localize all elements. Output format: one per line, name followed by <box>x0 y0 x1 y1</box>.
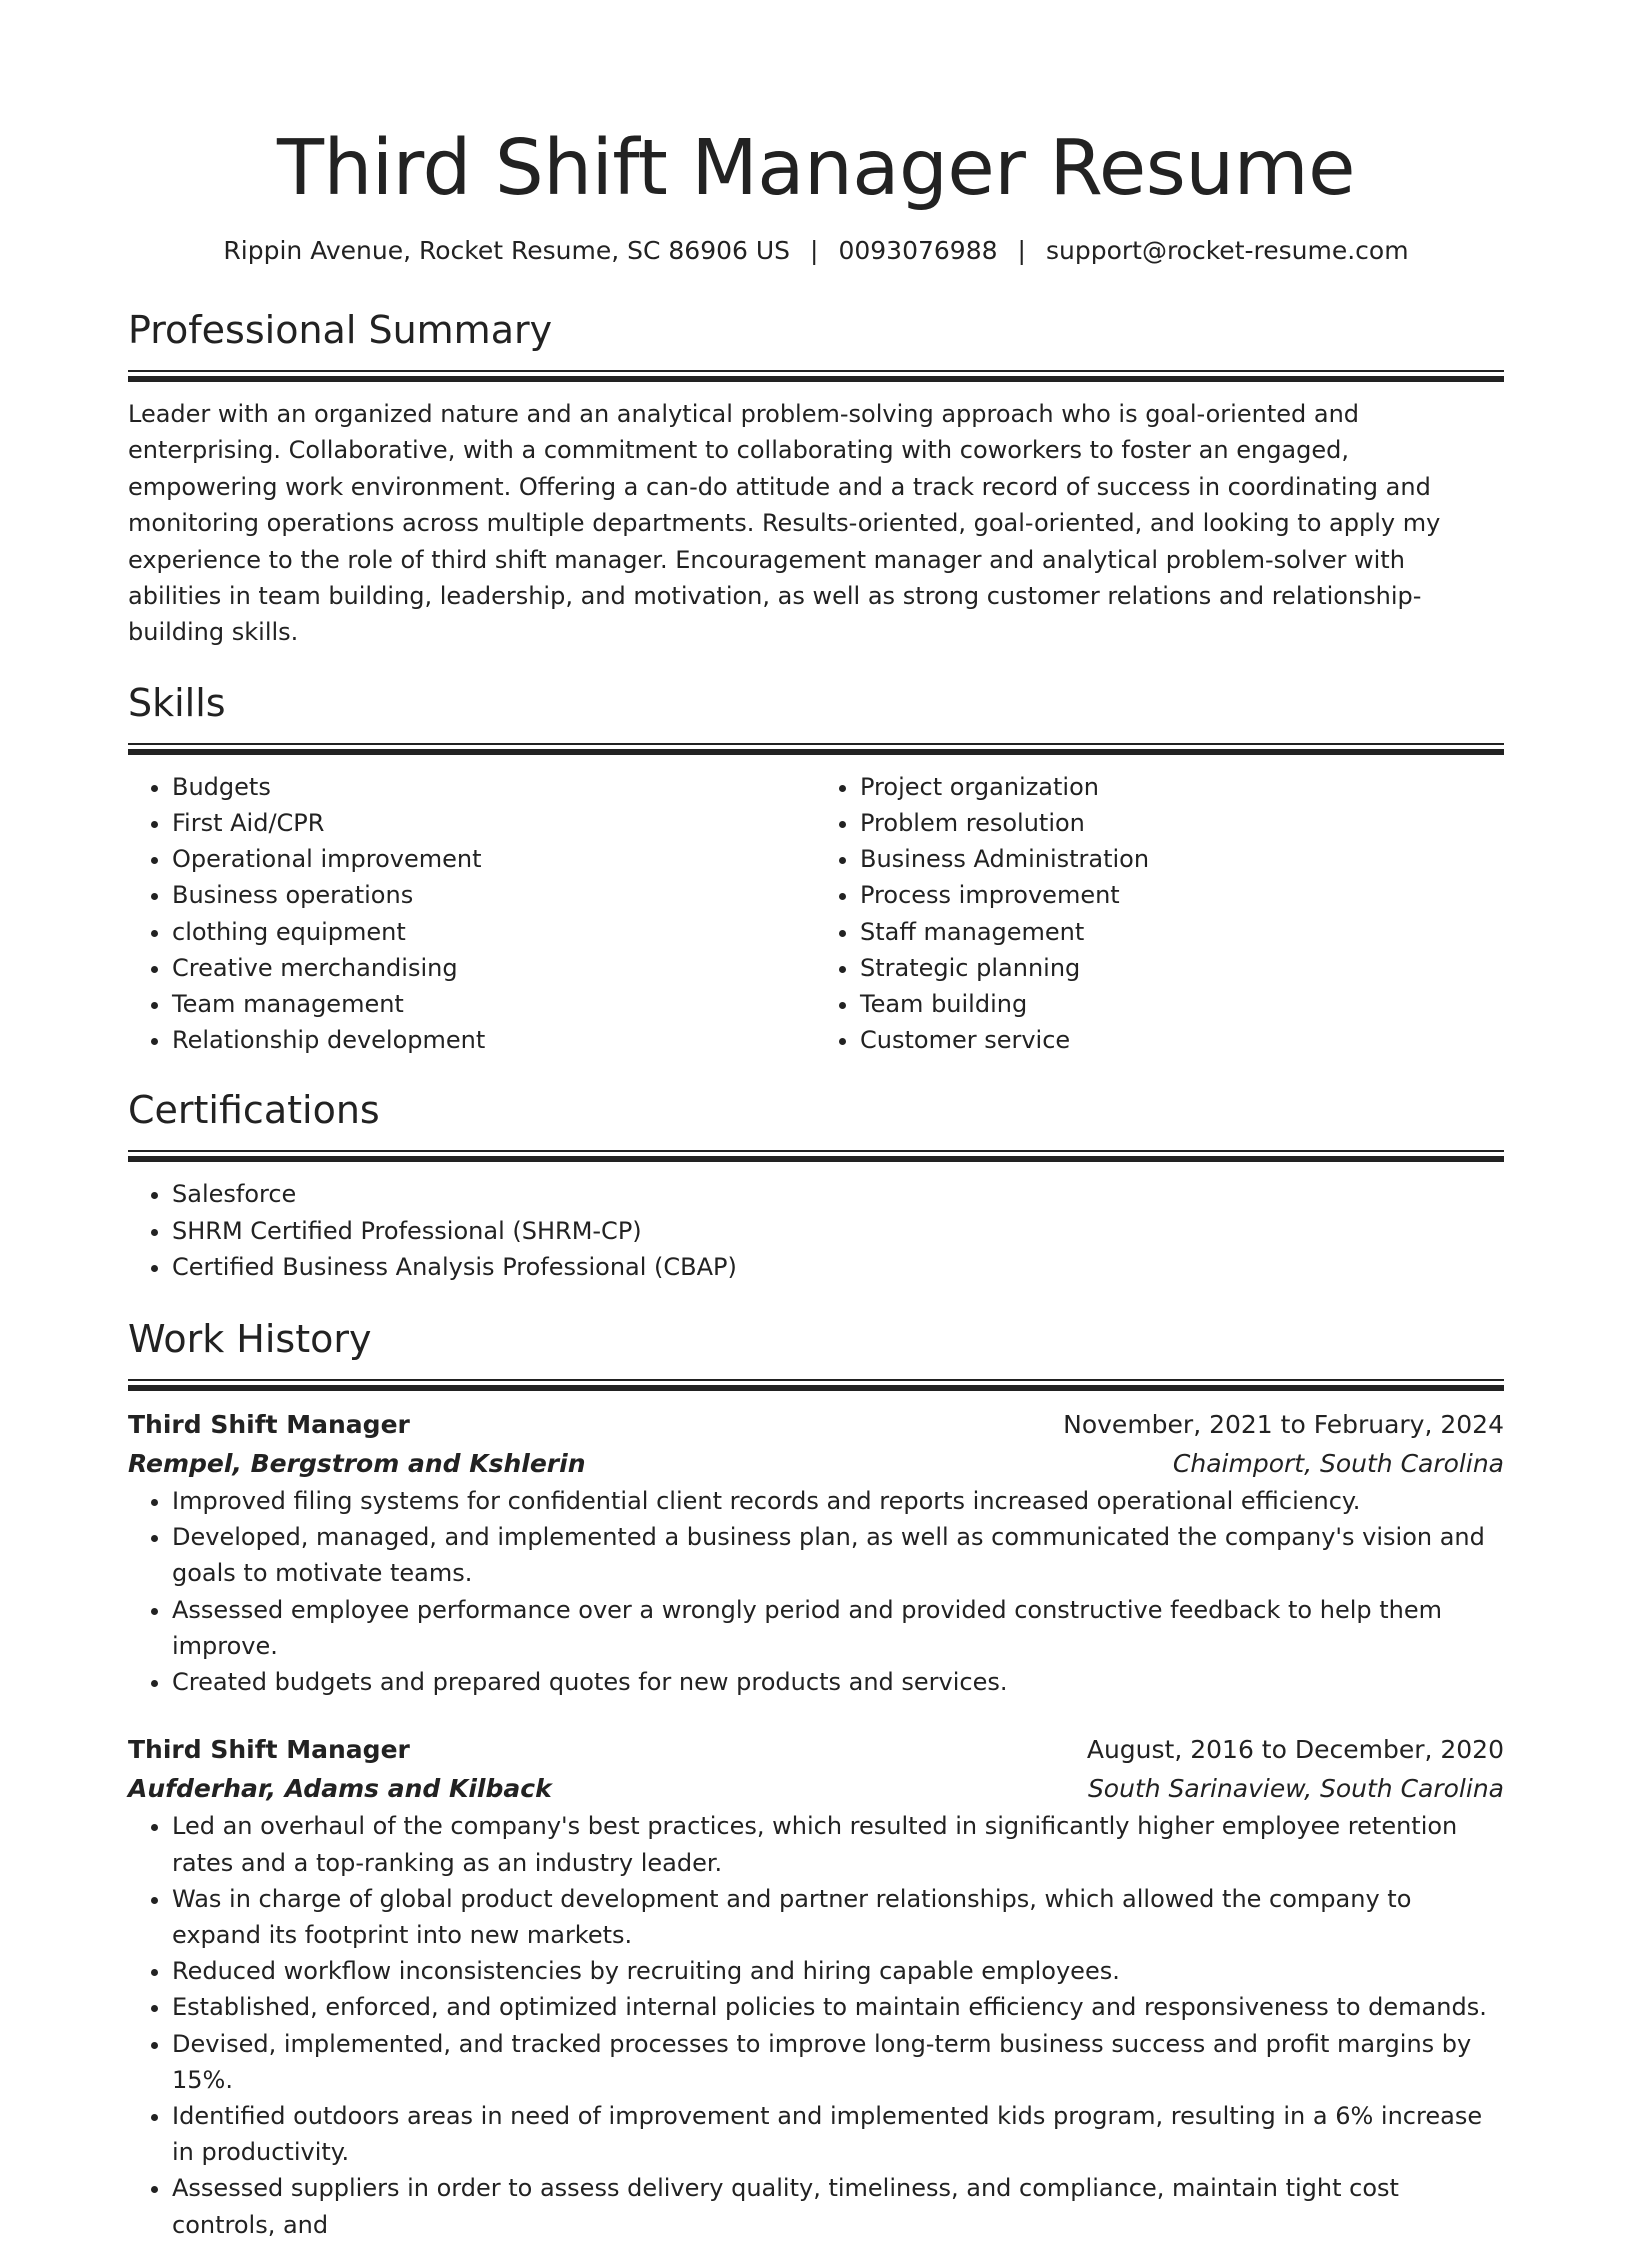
job-title: Third Shift Manager <box>128 1735 410 1765</box>
skill-item: • First Aid/CPR <box>172 805 816 841</box>
job-duty: • Improved filing systems for confidential client records and reports increased operational efficiency. <box>172 1483 1504 1519</box>
skill-item: • Customer service <box>860 1022 1504 1058</box>
contact-email: support@rocket-resume.com <box>1045 236 1409 265</box>
work-history-heading: Work History <box>128 1317 372 1362</box>
skill-item: • Problem resolution <box>860 805 1504 841</box>
skill-item: • Staff management <box>860 914 1504 950</box>
skill-item: • Creative merchandising <box>172 950 816 986</box>
job-entry <box>128 1730 1504 2242</box>
contact-separator: | <box>810 236 819 265</box>
contact-separator: | <box>1017 236 1026 265</box>
skill-item: • Team management <box>172 986 816 1022</box>
job-duty: • Devised, implemented, and tracked processes to improve long-term business success and profit margins by 15%. <box>172 2026 1504 2098</box>
skill-item: • Team building <box>860 986 1504 1022</box>
job-duties-list <box>128 1483 1504 1700</box>
certification-item: • Certified Business Analysis Professional (CBAP) <box>172 1249 1504 1285</box>
job-title: Third Shift Manager <box>128 1410 410 1440</box>
skill-item: • Process improvement <box>860 877 1504 913</box>
skill-item: • clothing equipment <box>172 914 816 950</box>
job-location: Chaimport, South Carolina <box>1172 1449 1504 1479</box>
summary-section <box>128 306 1504 651</box>
job-dates: November, 2021 to February, 2024 <box>1063 1410 1504 1440</box>
skills-section <box>128 679 1504 1059</box>
certifications-heading: Certifications <box>128 1088 380 1133</box>
job-entry <box>128 1405 1504 1700</box>
certification-item: • SHRM Certified Professional (SHRM-CP) <box>172 1213 1504 1249</box>
job-duty: • Was in charge of global product development and partner relationships, which allowed the company to expand its footprint into new markets. <box>172 1881 1504 1953</box>
skill-item: • Business Administration <box>860 841 1504 877</box>
job-company: Rempel, Bergstrom and Kshlerin <box>128 1449 586 1479</box>
summary-heading: Professional Summary <box>128 308 553 352</box>
section-divider <box>128 743 1504 755</box>
contact-address: Rippin Avenue, Rocket Resume, SC 86906 US <box>223 236 791 265</box>
job-company: Aufderhar, Adams and Kilback <box>128 1774 552 1804</box>
skills-columns <box>128 769 1504 1059</box>
skill-item: • Strategic planning <box>860 950 1504 986</box>
job-location: South Sarinaview, South Carolina <box>1087 1774 1504 1804</box>
section-divider <box>128 370 1504 382</box>
skill-item: • Operational improvement <box>172 841 816 877</box>
certifications-list <box>128 1176 1504 1285</box>
job-duty: • Assessed employee performance over a wrongly period and provided constructive feedback to help them improve. <box>172 1592 1504 1664</box>
skills-list-left <box>128 769 816 1059</box>
job-duties-list <box>128 1808 1504 2242</box>
skill-item: • Budgets <box>172 769 816 805</box>
job-duty: • Created budgets and prepared quotes for new products and services. <box>172 1664 1504 1700</box>
job-company-row <box>128 1444 1504 1483</box>
resume-page <box>128 0 1504 2243</box>
job-duty: • Identified outdoors areas in need of improvement and implemented kids program, resulting in a 6% increase in productivity. <box>172 2098 1504 2170</box>
skills-list-right <box>816 769 1504 1059</box>
section-divider <box>128 1379 1504 1391</box>
summary-text: Leader with an organized nature and an analytical problem-solving approach who is goal-oriented and enterprising. Collaborative, with a commitment to collaborating with coworkers to foster an engaged, empowering work environment. Offering a can-do attitude and a track record of success in coordinating and monitoring operations across multiple departments. Results-oriented, goal-oriented, and looking to apply my experience to the role of third shift manager. Encouragement manager and analytical problem-solver with abilities in team building, leadership, and motivation, as well as strong customer relations and relationship-building skills. <box>128 400 1441 647</box>
job-duty: • Assessed suppliers in order to assess delivery quality, timeliness, and compliance, maintain tight cost controls, and <box>172 2170 1504 2242</box>
job-duty: • Established, enforced, and optimized internal policies to maintain efficiency and responsiveness to demands. <box>172 1989 1504 2025</box>
job-header-row <box>128 1405 1504 1444</box>
skill-item: • Business operations <box>172 877 816 913</box>
skill-item: • Project organization <box>860 769 1504 805</box>
certifications-section <box>128 1086 1504 1285</box>
certification-item: • Salesforce <box>172 1176 1504 1212</box>
contact-line <box>128 234 1504 268</box>
job-company-row <box>128 1769 1504 1808</box>
job-duty: • Developed, managed, and implemented a business plan, as well as communicated the company's vision and goals to motivate teams. <box>172 1519 1504 1591</box>
job-duty: • Reduced workflow inconsistencies by recruiting and hiring capable employees. <box>172 1953 1504 1989</box>
job-dates: August, 2016 to December, 2020 <box>1086 1735 1504 1765</box>
work-history-section <box>128 1315 1504 2243</box>
resume-title: Third Shift Manager Resume <box>276 124 1356 213</box>
section-divider <box>128 1150 1504 1162</box>
skill-item: • Relationship development <box>172 1022 816 1058</box>
job-header-row <box>128 1730 1504 1769</box>
contact-phone: 0093076988 <box>838 236 998 265</box>
skills-heading: Skills <box>128 680 226 725</box>
job-duty: • Led an overhaul of the company's best practices, which resulted in significantly higher employee retention rates and a top-ranking as an industry leader. <box>172 1808 1504 1880</box>
